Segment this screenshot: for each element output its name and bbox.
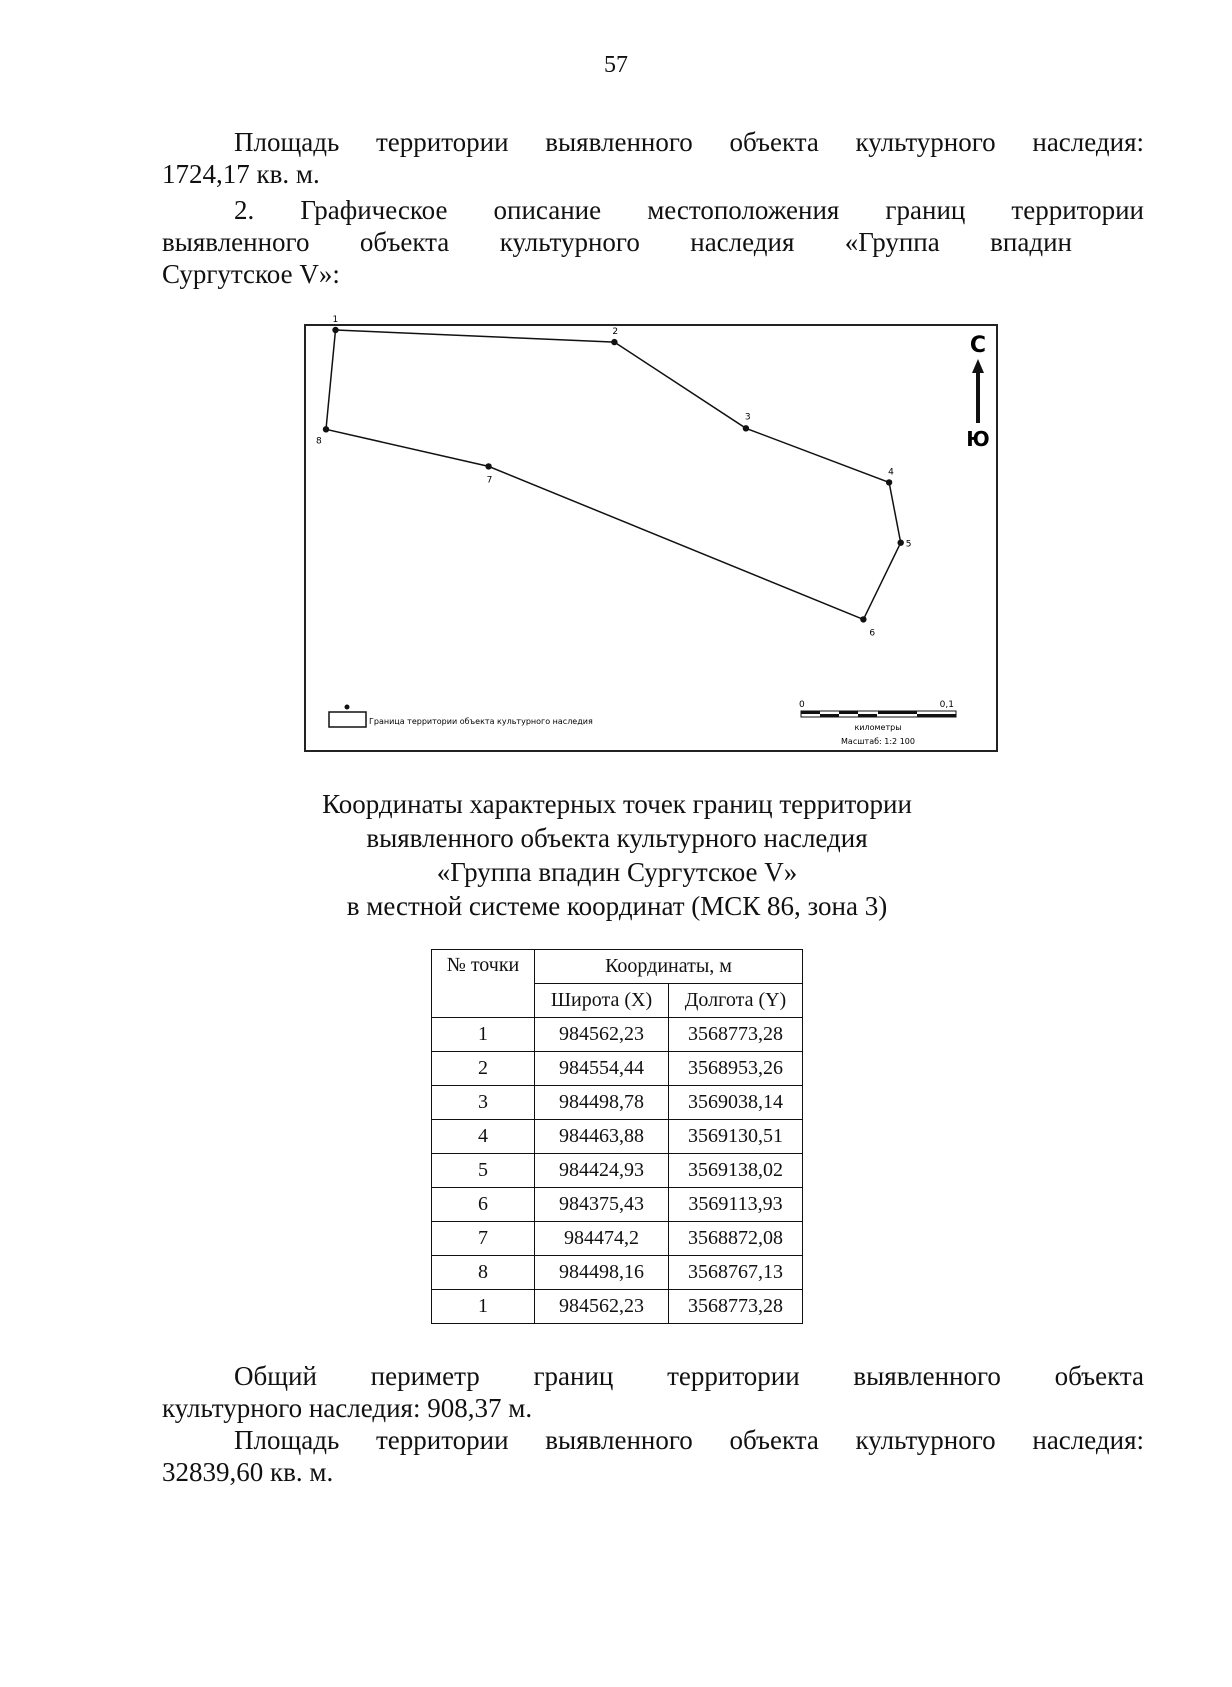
section2-line2: выявленного объекта культурного наследия «Группа впадин bbox=[162, 227, 1072, 257]
perimeter-line1: Общий периметр границ территории выявленного объекта bbox=[234, 1361, 1144, 1391]
point-number-cell: 3 bbox=[432, 1086, 535, 1120]
point-number-cell: 8 bbox=[432, 1256, 535, 1290]
boundary-point-marker bbox=[332, 327, 338, 333]
point-number-cell: 7 bbox=[432, 1222, 535, 1256]
boundary-point-label: 1 bbox=[332, 315, 339, 325]
area-total-paragraph bbox=[162, 1424, 1144, 1456]
boundary-point-label: 7 bbox=[486, 475, 493, 486]
coords-title bbox=[300, 787, 934, 923]
coords-title-line4: в местной системе координат (МСК 86, зона 3) bbox=[346, 891, 888, 921]
latitude-cell: 984474,2 bbox=[535, 1222, 669, 1256]
boundary-points-group bbox=[316, 315, 911, 638]
table-row bbox=[432, 1154, 803, 1188]
boundary-map-svg bbox=[306, 315, 996, 750]
latitude-cell: 984424,93 bbox=[535, 1154, 669, 1188]
scale-start-label: 0 bbox=[799, 700, 805, 710]
area-prev-line1: Площадь территории выявленного объекта культурного наследия: bbox=[234, 127, 1144, 157]
scale-bar bbox=[801, 711, 956, 717]
boundary-point-marker bbox=[743, 425, 749, 431]
header-x: Широта (X) bbox=[535, 984, 669, 1018]
longitude-cell: 3568872,08 bbox=[669, 1222, 803, 1256]
latitude-cell: 984463,88 bbox=[535, 1120, 669, 1154]
boundary-polygon-group bbox=[326, 330, 901, 619]
boundary-point-label: 4 bbox=[888, 467, 894, 478]
boundary-point-label: 8 bbox=[316, 436, 322, 447]
area-total-value bbox=[162, 1456, 1072, 1488]
point-number-cell: 1 bbox=[432, 1018, 535, 1052]
section2-line1: 2. Графическое описание местоположения границ территории bbox=[234, 195, 1144, 225]
legend-label: Граница территории объекта культурного наследия bbox=[369, 717, 593, 726]
scale-end-label: 0,1 bbox=[939, 700, 954, 710]
scale-text: Масштаб: 1:2 100 bbox=[841, 737, 915, 746]
section2-heading bbox=[162, 194, 1144, 226]
section2-line3-wrap bbox=[162, 258, 1072, 290]
table-row bbox=[432, 1120, 803, 1154]
point-number-cell: 2 bbox=[432, 1052, 535, 1086]
area-total-line2: 32839,60 кв. м. bbox=[162, 1457, 334, 1487]
latitude-cell: 984498,16 bbox=[535, 1256, 669, 1290]
perimeter-paragraph bbox=[162, 1360, 1144, 1392]
point-number-cell: 6 bbox=[432, 1188, 535, 1222]
longitude-cell: 3568767,13 bbox=[669, 1256, 803, 1290]
latitude-cell: 984498,78 bbox=[535, 1086, 669, 1120]
area-prev-paragraph bbox=[162, 126, 1144, 158]
point-number-cell: 1 bbox=[432, 1290, 535, 1324]
coords-title-line2: выявленного объекта культурного наследия bbox=[366, 823, 868, 853]
latitude-cell: 984554,44 bbox=[535, 1052, 669, 1086]
longitude-cell: 3568773,28 bbox=[669, 1290, 803, 1324]
longitude-cell: 3569038,14 bbox=[669, 1086, 803, 1120]
area-total-line1: Площадь территории выявленного объекта культурного наследия: bbox=[234, 1425, 1144, 1455]
point-number-cell: 5 bbox=[432, 1154, 535, 1188]
boundary-point-label: 2 bbox=[612, 327, 619, 338]
area-prev-line2: 1724,17 кв. м. bbox=[162, 159, 320, 189]
boundary-point-marker bbox=[611, 339, 617, 345]
latitude-cell: 984562,23 bbox=[535, 1018, 669, 1052]
boundary-point-label: 6 bbox=[869, 628, 876, 639]
perimeter-line2: культурного наследия: 908,37 м. bbox=[162, 1393, 533, 1423]
south-label: Ю bbox=[966, 427, 990, 451]
boundary-map bbox=[304, 315, 998, 752]
longitude-cell: 3569130,51 bbox=[669, 1120, 803, 1154]
perimeter-value bbox=[162, 1392, 1072, 1424]
boundary-point-label: 5 bbox=[905, 539, 912, 550]
table-row bbox=[432, 1222, 803, 1256]
header-point: № точки bbox=[432, 950, 535, 1018]
table-row bbox=[432, 1086, 803, 1120]
longitude-cell: 3569138,02 bbox=[669, 1154, 803, 1188]
section2-line3: Сургутское V»: bbox=[162, 259, 340, 289]
header-coords: Координаты, м bbox=[535, 950, 803, 984]
legend-box-icon bbox=[329, 712, 366, 727]
point-number-cell: 4 bbox=[432, 1120, 535, 1154]
table-row bbox=[432, 1256, 803, 1290]
north-arrow-icon bbox=[972, 359, 984, 373]
table-row bbox=[432, 1290, 803, 1324]
boundary-point-marker bbox=[898, 540, 904, 546]
table-row bbox=[432, 1188, 803, 1222]
header-y: Долгота (Y) bbox=[669, 984, 803, 1018]
boundary-polygon bbox=[326, 330, 901, 619]
boundary-point-marker bbox=[886, 479, 892, 485]
boundary-point-marker bbox=[485, 463, 491, 469]
longitude-cell: 3568953,26 bbox=[669, 1052, 803, 1086]
table-row bbox=[432, 1018, 803, 1052]
section2-line2-wrap bbox=[162, 226, 1072, 258]
longitude-cell: 3568773,28 bbox=[669, 1018, 803, 1052]
coords-title-line3: «Группа впадин Сургутское V» bbox=[436, 857, 798, 887]
page-number: 57 bbox=[604, 52, 628, 78]
coordinates-table bbox=[431, 949, 803, 1324]
north-label: С bbox=[969, 333, 987, 358]
latitude-cell: 984562,23 bbox=[535, 1290, 669, 1324]
longitude-cell: 3569113,93 bbox=[669, 1188, 803, 1222]
legend-point-icon bbox=[345, 705, 350, 710]
coordinates-table-body bbox=[432, 1018, 803, 1324]
latitude-cell: 984375,43 bbox=[535, 1188, 669, 1222]
coords-title-line1: Координаты характерных точек границ территории bbox=[322, 789, 912, 819]
boundary-point-marker bbox=[323, 426, 329, 432]
scale-unit-label: километры bbox=[854, 723, 902, 732]
boundary-point-marker bbox=[860, 616, 866, 622]
area-prev-value bbox=[162, 158, 1072, 190]
boundary-point-label: 3 bbox=[744, 412, 751, 423]
table-row bbox=[432, 1052, 803, 1086]
